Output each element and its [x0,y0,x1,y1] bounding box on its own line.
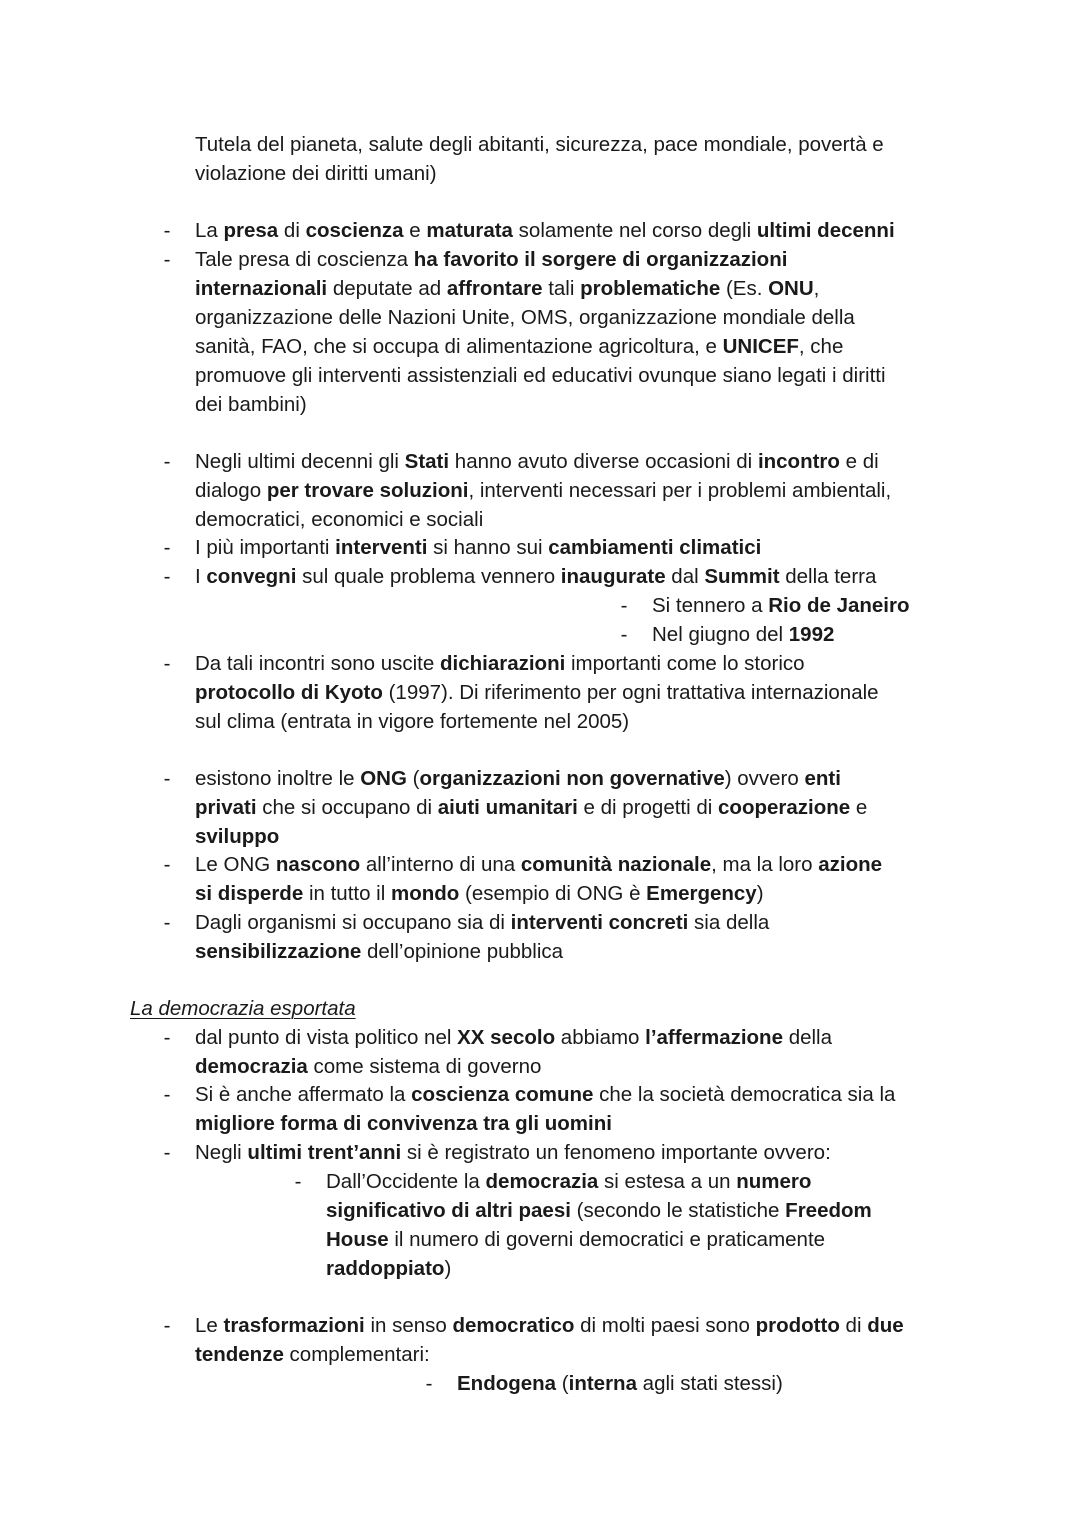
text-line [195,1340,430,1369]
text-line [195,130,884,159]
bullet-dash: - [294,1170,302,1193]
bold-text: enti [804,767,841,790]
text-line [195,476,891,505]
text-line [195,505,483,534]
text-line [195,562,876,591]
text-run: , interventi necessari per i problemi ambientali, [468,479,892,502]
bold-text: nascono [275,853,361,876]
bold-text: numero [736,1170,812,1193]
text-run: che la società democratica sia la [593,1083,896,1106]
text-run: e di [839,450,879,473]
bold-text: ultimi trent’anni [247,1141,402,1164]
bold-text: affrontare [446,277,543,300]
text-run: della terra [779,565,877,588]
text-run: esistono inoltre le [195,767,361,790]
text-run: , che [798,335,844,358]
text-line [195,879,764,908]
text-run: I [195,565,207,588]
bold-text: House [326,1228,389,1251]
bold-text: Rio de Janeiro [768,594,910,617]
bold-text: organizzazioni non governative [419,767,725,790]
bold-text: maturata [426,219,513,242]
text-line [195,390,307,419]
text-line [652,620,834,649]
bullet-dash: - [163,248,171,271]
text-line [326,1167,811,1196]
text-run: si estesa a un [598,1170,737,1193]
bold-text: UNICEF [722,335,799,358]
bold-text: Stati [404,450,450,473]
text-run: Da tali incontri sono uscite [195,652,440,675]
text-run: hanno avuto diverse occasioni di [449,450,758,473]
bold-text: XX secolo [457,1026,556,1049]
text-run: (Es. [720,277,769,300]
text-run: Si è anche affermato la [195,1083,412,1106]
bold-text: democrazia [485,1170,599,1193]
bullet-dash: - [620,623,628,646]
text-run: ( [556,1372,569,1395]
text-run: , ma la loro [711,853,819,876]
text-run: in tutto il [303,882,391,905]
text-run: si è registrato un fenomeno importante ovvero: [401,1141,831,1164]
bold-text: problematiche [580,277,721,300]
text-run: come sistema di governo [307,1055,542,1078]
text-line [195,159,437,188]
text-run: dal punto di vista politico nel [195,1026,458,1049]
text-run: il numero di governi democratici e praticamente [388,1228,826,1251]
text-line [195,332,843,361]
text-run: ) ovvero [724,767,805,790]
bullet-dash: - [163,1141,171,1164]
text-line [326,1225,825,1254]
text-line [195,245,787,274]
text-run: Dall’Occidente la [326,1170,486,1193]
bullet-dash: - [163,565,171,588]
bold-text: aiuti umanitari [437,796,578,819]
bold-text: ONG [360,767,407,790]
bold-text: cambiamenti climatici [548,536,762,559]
bold-text: trasformazioni [223,1314,365,1337]
text-run: Dagli organismi si occupano sia di [195,911,511,934]
bold-text: cooperazione [718,796,851,819]
text-run: abbiamo [555,1026,646,1049]
text-run: Tutela del pianeta, salute degli abitanti, sicurezza, pace mondiale, povertà e [195,133,884,156]
text-line [195,764,841,793]
bold-text: sensibilizzazione [195,940,362,963]
text-line [195,216,895,245]
text-line [195,303,855,332]
bold-text: interventi [335,536,428,559]
text-run: si hanno sui [427,536,549,559]
text-line [652,591,910,620]
text-line [195,533,761,562]
bold-text: l’affermazione [645,1026,783,1049]
bold-text: Freedom [785,1199,872,1222]
bold-text: ha favorito il sorgere di organizzazioni [413,248,788,271]
bold-text: interventi concreti [510,911,689,934]
text-line [195,1052,541,1081]
text-run: agli stati stessi) [636,1372,783,1395]
text-run: Tale presa di coscienza [195,248,414,271]
text-line [326,1196,872,1225]
bullet-dash: - [163,450,171,473]
text-run: (1997). Di riferimento per ogni trattativa internazionale [382,681,879,704]
bold-text: significativo di altri paesi [326,1199,571,1222]
text-line [195,850,882,879]
bold-text: azione [818,853,883,876]
bold-text: 1992 [788,623,835,646]
bold-text: protocollo di Kyoto [195,681,383,704]
text-run: e [850,796,868,819]
bullet-dash: - [620,594,628,617]
text-run: (esempio di ONG è [459,882,647,905]
bold-text: convegni [206,565,297,588]
bold-text: si disperde [195,882,304,905]
bold-text: democratico [452,1314,575,1337]
text-line [195,793,867,822]
text-line [457,1369,783,1398]
text-line [195,649,805,678]
text-run: sul clima (entrata in vigore fortemente nel 2005) [195,710,630,733]
bold-text: sviluppo [195,825,280,848]
text-run: violazione dei diritti umani) [195,162,437,185]
text-run: e di progetti di [577,796,719,819]
text-run: importanti come lo storico [565,652,805,675]
text-line [195,1023,832,1052]
text-run: all’interno di una [360,853,521,876]
text-run: dialogo [195,479,267,502]
text-run: che si occupano di [256,796,438,819]
bullet-dash: - [163,536,171,559]
bullet-dash: - [163,1314,171,1337]
bold-text: mondo [391,882,460,905]
text-line [195,361,886,390]
text-run: in senso [364,1314,453,1337]
bold-text: raddoppiato [326,1257,445,1280]
text-run: Si tennero a [652,594,769,617]
bold-text: inaugurate [560,565,666,588]
text-run: La [195,219,224,242]
text-run: sul quale problema vennero [296,565,561,588]
bold-text: comunità nazionale [520,853,712,876]
text-run: ) [756,882,764,905]
bold-text: coscienza [305,219,404,242]
text-line [195,1109,612,1138]
bold-text: incontro [757,450,840,473]
bold-text: per trovare soluzioni [266,479,469,502]
bold-text: Endogena [457,1372,557,1395]
text-run: dal [665,565,705,588]
text-run: Le ONG [195,853,276,876]
text-line [195,822,279,851]
text-run: (secondo le statistiche [570,1199,786,1222]
text-line [195,1138,831,1167]
bullet-dash: - [163,853,171,876]
text-line [195,678,879,707]
bold-text: privati [195,796,257,819]
text-run: sia della [688,911,770,934]
text-run: di molti paesi sono [574,1314,756,1337]
bold-text: internazionali [195,277,328,300]
text-run: ( [406,767,420,790]
bullet-dash: - [163,1026,171,1049]
text-run: dei bambini) [195,393,307,416]
bullet-dash: - [163,767,171,790]
text-run: dell’opinione pubblica [361,940,564,963]
bold-text: ONU [768,277,814,300]
text-run: deputate ad [327,277,447,300]
text-run: tali [542,277,581,300]
text-line [195,707,629,736]
bullet-dash: - [163,219,171,242]
text-line [195,937,563,966]
text-run: Negli ultimi decenni gli [195,450,405,473]
text-run: e [403,219,427,242]
text-run: promuove gli interventi assistenziali ed educativi ovunque siano legati i diritti [195,364,886,387]
text-run: solamente nel corso degli [512,219,757,242]
text-run: sanità, FAO, che si occupa di alimentazione agricoltura, e [195,335,723,358]
bullet-dash: - [163,1083,171,1106]
bullet-dash: - [163,652,171,675]
bold-text: coscienza comune [411,1083,594,1106]
text-run: organizzazione delle Nazioni Unite, OMS, organizzazione mondiale della [195,306,855,329]
bold-text: prodotto [755,1314,840,1337]
text-line [326,1254,451,1283]
text-run: Le [195,1314,224,1337]
text-run: Nel giugno del [652,623,789,646]
bold-text: dichiarazioni [439,652,566,675]
bold-text: presa [223,219,279,242]
text-run: , [813,277,820,300]
text-line [195,274,819,303]
section-heading: La democrazia esportata [130,997,356,1020]
bold-text: tendenze [195,1343,284,1366]
text-run: della [783,1026,833,1049]
text-line [195,1080,895,1109]
text-run: Negli [195,1141,248,1164]
bold-text: Summit [704,565,780,588]
bold-text: ultimi decenni [756,219,895,242]
text-run: di [278,219,306,242]
bullet-dash: - [425,1372,433,1395]
text-line [195,447,879,476]
text-line [195,908,769,937]
bullet-dash: - [163,911,171,934]
text-line [195,1311,904,1340]
text-run: ) [444,1257,452,1280]
text-run: democratici, economici e sociali [195,508,484,531]
bold-text: migliore forma di convivenza tra gli uomini [195,1112,612,1135]
bold-text: interna [568,1372,637,1395]
bold-text: Emergency [646,882,757,905]
text-run: di [839,1314,868,1337]
text-run: complementari: [283,1343,430,1366]
bold-text: democrazia [195,1055,308,1078]
text-run: I più importanti [195,536,336,559]
bold-text: due [867,1314,904,1337]
